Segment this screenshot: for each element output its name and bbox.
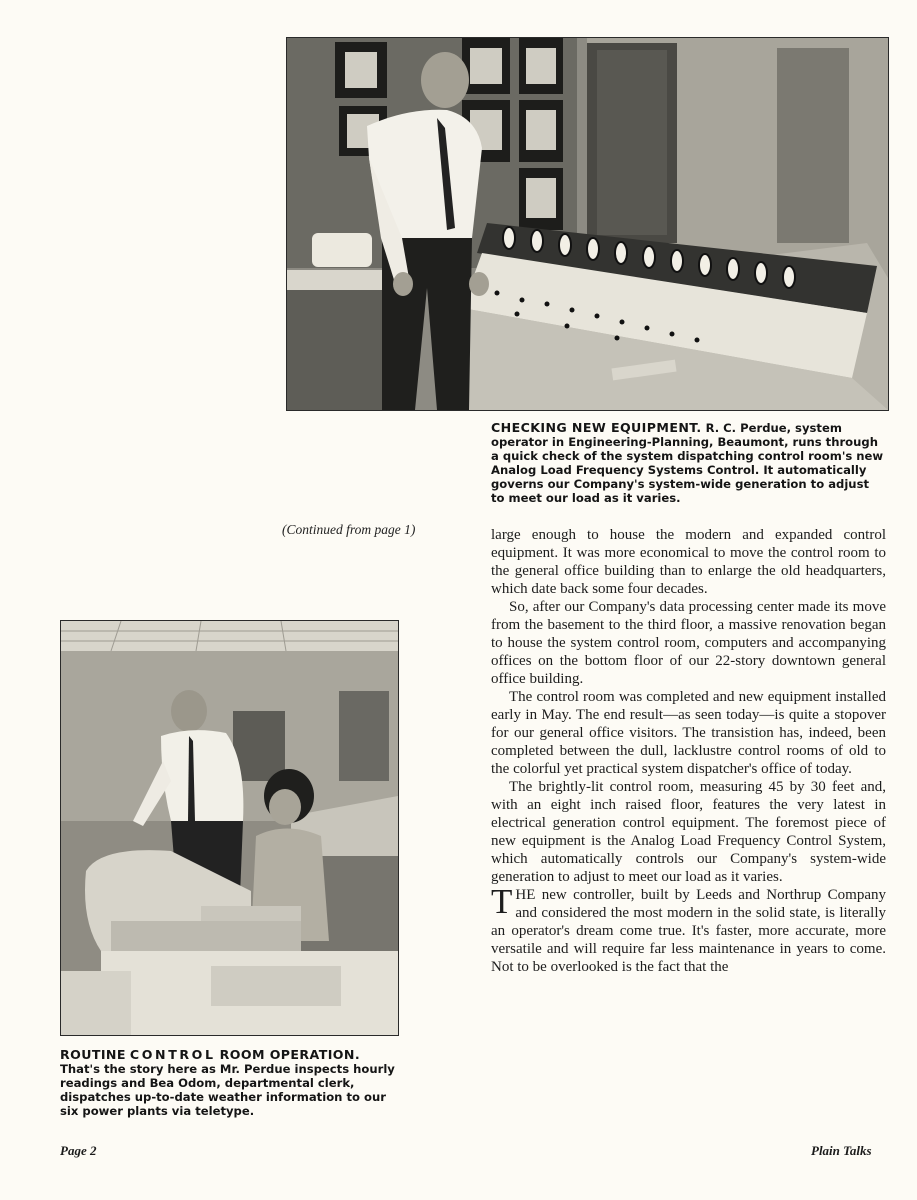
- bottom-photo-caption: [60, 1048, 398, 1118]
- photo-teletype-operation: [60, 620, 399, 1036]
- footer-publication: Plain Talks: [811, 1143, 872, 1158]
- drop-cap: T: [491, 882, 513, 921]
- top-caption-text: R. C. Perdue, system operator in Engineering-Planning, Beaumont, runs through a quick check of the system dispatching control room's new Analog Load Frequency Systems Control. It automatically governs our Company's system-wide generation to adjust to meet our load as it varies.: [491, 421, 884, 505]
- photo-teletype-operation-illustration: [61, 621, 398, 1035]
- top-photo-caption: [491, 421, 886, 505]
- photo-control-console-illustration: [287, 38, 888, 410]
- article-paragraph: The brightly-lit control room, measuring 45 by 30 feet and, with an eight inch raised floor, features the very latest in electrical generation control equipment. The foremost piece of new equipment is the Analog Load Frequency Control System, which automatically controls our Company's system-wide generation to adjust to meet our load as it varies.: [491, 779, 886, 885]
- article-paragraph: large enough to house the modern and expanded control equipment. It was more economical to move the control room to the general office building than to enlarge the old headquarters, which date back some four decades.: [491, 527, 886, 597]
- continued-note: (Continued from page 1): [282, 522, 416, 537]
- footer-page-number: Page 2: [60, 1143, 97, 1158]
- bottom-caption-heading-rest: ROOM OPERATION.: [219, 1047, 361, 1062]
- bottom-caption-heading-spaced: CONTROL: [129, 1047, 216, 1062]
- article-paragraph-dropcap: [491, 882, 886, 976]
- bottom-caption-heading-first: ROUTINE: [60, 1047, 126, 1062]
- article-paragraph: So, after our Company's data processing center made its move from the basement to the third floor, a massive renovation began to house the system control room, computers and accompanying offices on the bottom floor of our 22-story downtown general office building.: [491, 599, 886, 687]
- article-paragraph: The control room was completed and new equipment installed early in May. The end result—as seen today—is quite a stopover for our general office visitors. The transistion has, indeed, been completed between the dull, lacklustre control rooms of old to the colorful yet practical system dispatcher's office of today.: [491, 689, 886, 777]
- photo-control-console: [286, 37, 889, 411]
- article-body: [491, 526, 886, 976]
- bottom-caption-text: That's the story here as Mr. Perdue inspects hourly readings and Bea Odom, departmental clerk, dispatches up-to-date weather information to our six power plants via teletype.: [60, 1062, 395, 1118]
- article-last-paragraph-text: HE new controller, built by Leeds and Northrup Company and considered the most modern in the solid state, is literally an operator's dream come true. It's faster, more accurate, more versatile and will require far less maintenance in years to come. Not to be overlooked is the fact that the: [491, 887, 886, 975]
- top-caption-heading: CHECKING NEW EQUIPMENT.: [491, 420, 702, 435]
